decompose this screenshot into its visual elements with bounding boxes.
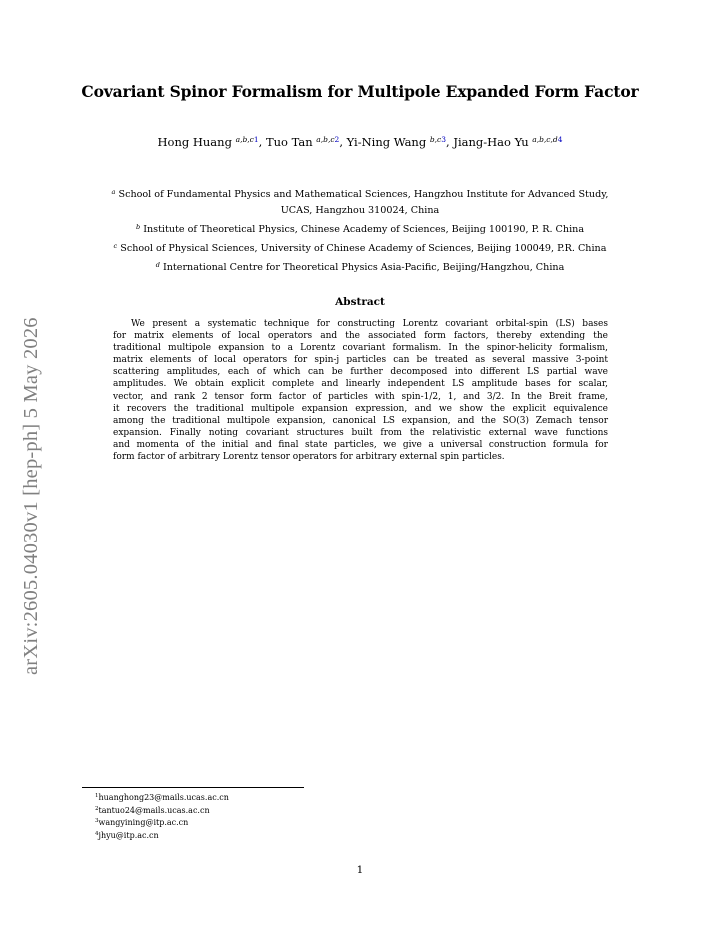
footnote-email: wangyining@itp.ac.cn	[98, 818, 189, 828]
author-affiliation-marks	[236, 135, 259, 144]
affiliation-mark: b	[135, 223, 141, 231]
author-affiliation-marks	[316, 135, 339, 144]
footnote-mark: 3	[95, 818, 99, 825]
footnote-item	[95, 804, 229, 817]
abstract-line: vector, and rank 2 tensor form factor of particles with spin-1/2, 1, and 3/2. In the Breit frame,	[113, 391, 608, 402]
affiliation-text: School of Fundamental Physics and Mathematical Sciences, Hangzhou Institute for Advanced Study,	[118, 189, 609, 200]
footnote-mark: 4	[95, 830, 99, 837]
author-separator: ,	[446, 135, 454, 149]
author-affiliation-marks	[430, 135, 446, 144]
affiliation-text: UCAS, Hangzhou 310024, China	[280, 205, 440, 216]
affiliation-line	[0, 219, 720, 238]
affiliation-line	[0, 203, 720, 219]
affiliation-line	[0, 238, 720, 257]
footnote-ref-link: 4	[557, 135, 563, 144]
author-separator: ,	[258, 135, 266, 149]
abstract-line: amplitudes. We obtain explicit complete and linearly independent LS amplitude bases for scalar,	[113, 379, 608, 390]
footnote-mark: 1	[95, 793, 99, 799]
affiliation-text: International Centre for Theoretical Physics Asia-Pacific, Beijing/Hangzhou, China	[162, 262, 565, 273]
affiliation-letters: a,b,c	[316, 135, 335, 144]
footnote-email: jhyu@itp.ac.cn	[98, 830, 159, 840]
affiliation-list	[0, 184, 720, 276]
abstract-line: for matrix elements of local operators and the associated form factors, thereby extending the	[113, 331, 608, 342]
author-name: Tuo Tan	[265, 135, 313, 149]
abstract-line: it recovers the traditional multipole expansion expression, and we show the explicit equivalence	[113, 403, 608, 414]
footnote-item	[95, 791, 229, 804]
page-number: 1	[356, 864, 364, 876]
affiliation-letters: a,b,c,d	[532, 135, 558, 144]
affiliation-mark: d	[155, 261, 160, 269]
author-affiliation-marks	[532, 135, 562, 144]
abstract-line: matrix elements of local operators for spin-j particles can be treated as several massive 3-point	[113, 355, 608, 366]
abstract-line: and momenta of the initial and final state particles, we give a universal construction formula for	[113, 439, 608, 450]
footnote-item	[95, 829, 229, 842]
author-name: Hong Huang	[157, 135, 232, 149]
paper-title: Covariant Spinor Formalism for Multipole Expanded Form Factor	[81, 82, 639, 101]
abstract-line: among the traditional multipole expansion, canonical LS expansion, and the SO(3) Zemach tensor	[113, 415, 608, 426]
affiliation-text: School of Physical Sciences, University of Chinese Academy of Sciences, Beijing 100049, P.R. China	[120, 243, 607, 254]
author-separator: ,	[339, 135, 347, 149]
arxiv-identifier-stamp: arXiv:2605.04030v1 [hep-ph] 5 May 2026	[20, 317, 42, 675]
footnote-mark: 2	[95, 805, 99, 812]
footnote-list	[95, 791, 229, 841]
abstract-line: traditional multipole expansion to a Lorentz covariant formalism. In the spinor-helicity formalism,	[113, 343, 608, 354]
affiliation-letters: b,c	[429, 135, 442, 144]
abstract-body	[113, 318, 608, 463]
footnote-email: huanghong23@mails.ucas.ac.cn	[98, 793, 229, 802]
abstract-line: expansion. Finally noting covariant structures built from the relativistic external wave functions	[113, 427, 608, 438]
affiliation-letters: a,b,c	[235, 135, 254, 144]
abstract-line: scattering amplitudes, each of which can be further decomposed into different LS partial wave	[113, 367, 608, 378]
author-name: Jiang-Hao Yu	[453, 135, 529, 149]
footnote-ref-link: 1	[253, 135, 259, 144]
footnote-divider	[82, 787, 304, 788]
affiliation-line	[0, 184, 720, 203]
affiliation-text: Institute of Theoretical Physics, Chinese Academy of Sciences, Beijing 100190, P. R. China	[143, 224, 585, 235]
footnote-ref-link: 2	[334, 135, 340, 144]
abstract-line: form factor of arbitrary Lorentz tensor operators for arbitrary external spin particles.	[113, 452, 505, 463]
author-name: Yi-Ning Wang	[346, 135, 427, 149]
footnote-email: tantuo24@mails.ucas.ac.cn	[98, 805, 210, 815]
footnote-item	[95, 816, 229, 829]
affiliation-mark: c	[113, 242, 118, 250]
abstract-heading: Abstract	[335, 296, 385, 308]
abstract-line: We present a systematic technique for constructing Lorentz covariant orbital-spin (LS) bases	[131, 319, 608, 329]
affiliation-mark: a	[111, 188, 116, 196]
author-list	[0, 135, 720, 149]
affiliation-line	[0, 257, 720, 276]
footnote-ref-link: 3	[441, 135, 447, 144]
